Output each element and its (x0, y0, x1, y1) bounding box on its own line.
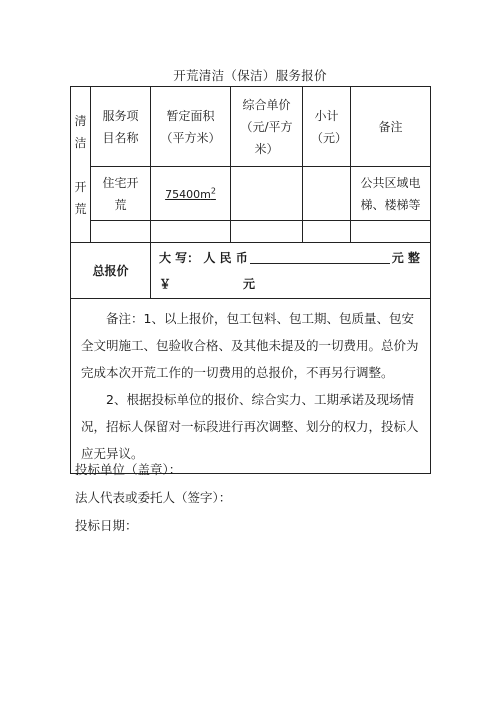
row1-subtotal (303, 167, 351, 221)
row1-item: 住宅开荒 (91, 167, 151, 221)
row2-item (91, 221, 151, 243)
row2-unit-price (231, 221, 303, 243)
total-yen-line: ￥ 元 (159, 276, 256, 291)
row1-unit-price (231, 167, 303, 221)
footer-date: 投标日期： (75, 518, 138, 533)
row1-area (151, 167, 231, 221)
header-area: 暂定面积（平方米） (151, 87, 231, 167)
header-remark: 备注 (351, 87, 431, 167)
remarks-cell (71, 299, 431, 474)
total-label: 总报价 (71, 243, 151, 299)
row2-area (151, 221, 231, 243)
remark-paragraph-1: 备注：1、以上报价，包工包料、包工期、包质量、包安全文明施工、包验收合格、及其他未提及的一切费用。总价为完成本次开荒工作的一切费用的总报价，不再另行调整。 (81, 311, 419, 380)
document-title: 开荒清洁（保洁）服务报价 (173, 68, 327, 83)
quote-table (70, 86, 431, 474)
amount-blank (250, 249, 390, 264)
category-char: 清 (74, 113, 87, 128)
header-item: 服务项目名称 (91, 87, 151, 167)
footer-legal-rep: 法人代表或委托人（签字）： (75, 490, 232, 505)
total-value-cell (151, 243, 431, 299)
header-subtotal: 小计（元） (303, 87, 351, 167)
header-unit-price: 综合单价（元/平方米） (231, 87, 303, 167)
footer-bidder: 投标单位（盖章）： (75, 462, 182, 477)
row1-area-value: $75400m^2$ (165, 186, 216, 202)
yen-symbol: ￥ (159, 276, 172, 291)
row2-subtotal (303, 221, 351, 243)
category-char: 开 (74, 179, 87, 194)
row1-remark: 公共区域电梯、楼梯等 (351, 167, 431, 221)
category-char: 荒 (74, 201, 87, 216)
remark-paragraph-2: 2、根据投标单位的报价、综合实力、工期承诺及现场情况，招标人保留对一标段进行再次调整、划分的权力，投标人应无异议。 (81, 392, 419, 461)
row2-remark (351, 221, 431, 243)
total-upper-line: 大 写： 人 民 币 元 整 (159, 250, 420, 265)
category-char: 洁 (74, 135, 87, 150)
category-cell (71, 87, 91, 243)
